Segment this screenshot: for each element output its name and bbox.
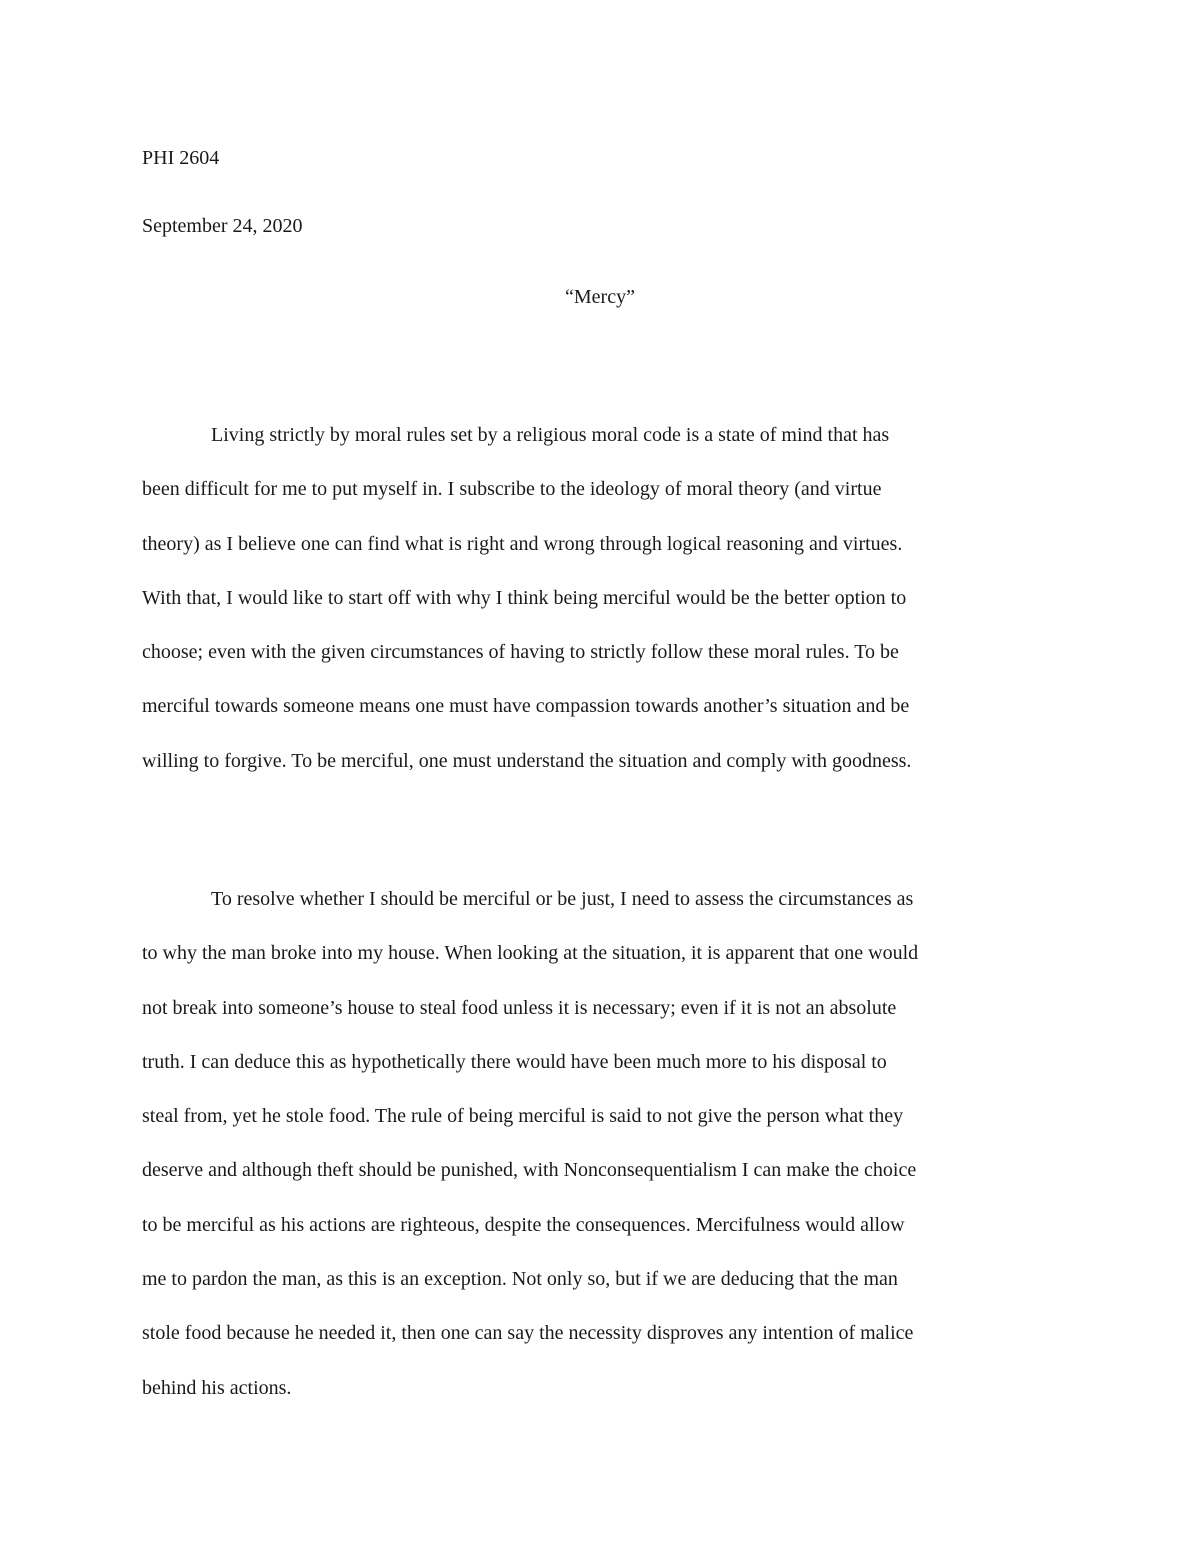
paragraph-line: not break into someone’s house to steal food unless it is necessary; even if it is not an absolute	[142, 996, 897, 1019]
paragraph-2	[142, 885, 1062, 1428]
paragraph-line: to why the man broke into my house. When looking at the situation, it is apparent that one would	[142, 942, 919, 965]
paragraph-line: theory) as I believe one can find what is right and wrong through logical reasoning and virtues.	[142, 532, 903, 555]
paragraph-line: to be merciful as his actions are righteous, despite the consequences. Mercifulness would allow	[142, 1213, 905, 1236]
course-code: PHI 2604	[142, 147, 220, 169]
paragraph-line: deserve and although theft should be punished, with Nonconsequentialism I can make the choice	[142, 1159, 917, 1182]
paragraph-line: stole food because he needed it, then one can say the necessity disproves any intention of malice	[142, 1322, 914, 1345]
paragraph-1	[142, 421, 1062, 801]
paragraph-line: With that, I would like to start off with why I think being merciful would be the better option to	[142, 586, 907, 609]
paragraph-line: truth. I can deduce this as hypothetically there would have been much more to his disposal to	[142, 1050, 887, 1073]
paragraph-line: To resolve whether I should be merciful or be just, I need to assess the circumstances as	[211, 888, 914, 910]
paragraph-line: choose; even with the given circumstances of having to strictly follow these moral rules. To be	[142, 641, 899, 664]
paragraph-line: behind his actions.	[142, 1376, 292, 1399]
paragraph-line: Living strictly by moral rules set by a religious moral code is a state of mind that has	[211, 424, 890, 446]
document-date: September 24, 2020	[142, 215, 303, 237]
paragraph-line: been difficult for me to put myself in. I subscribe to the ideology of moral theory (and virtue	[142, 478, 882, 501]
paragraph-line: merciful towards someone means one must have compassion towards another’s situation and be	[142, 695, 910, 718]
paragraph-line: me to pardon the man, as this is an exception. Not only so, but if we are deducing that the man	[142, 1268, 898, 1291]
paragraph-line: willing to forgive. To be merciful, one must understand the situation and comply with goodness.	[142, 749, 912, 772]
paragraph-line: steal from, yet he stole food. The rule of being merciful is said to not give the person what they	[142, 1105, 904, 1128]
document-title: “Mercy”	[565, 286, 635, 308]
